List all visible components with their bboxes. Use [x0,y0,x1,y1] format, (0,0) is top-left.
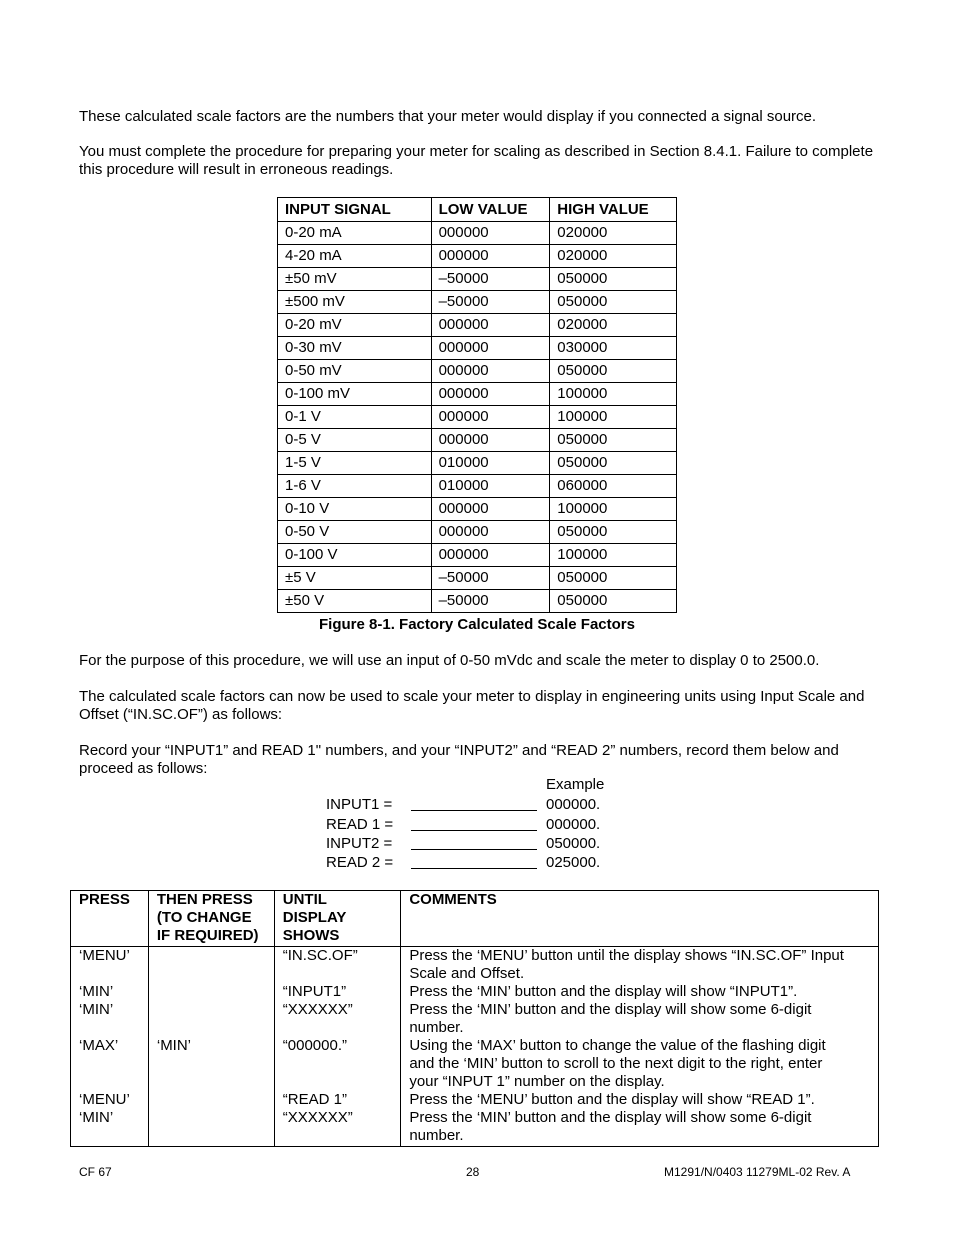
record-row-input1 [326,796,626,815]
header-line: IF REQUIRED) [156,927,259,944]
record-label: READ 2 = [326,854,394,871]
cell-input-signal: 0-50 V [278,521,432,544]
cell-high-value: 100000 [550,544,677,567]
cell-high-value: 100000 [550,498,677,521]
cell-high-value: 100000 [550,383,677,406]
cell-low-value: 000000 [431,544,550,567]
scale-offset-paragraph: The calculated scale factors can now be used to scale your meter to display in engineering units using Input Scale and Offset (“IN.SC.OF”) as follows: [79,688,865,723]
record-row-input2 [326,835,626,854]
cell-input-signal: 4-20 mA [278,245,432,268]
cell-input-signal: 0-100 mV [278,383,432,406]
press-step: ‘MIN’ [79,1001,114,1018]
cell-low-value: 000000 [431,406,550,429]
purpose-paragraph: For the purpose of this procedure, we will use an input of 0-50 mVdc and scale the meter to display 0 to 2500.0. [79,652,820,669]
table-row [278,383,677,406]
table-row [278,291,677,314]
record-example: 025000. [546,854,601,871]
procedure-steps-table [70,890,879,1147]
display-step: “XXXXXX” [282,1001,353,1018]
cell-high-value: 050000 [550,567,677,590]
table-header-row [278,198,677,222]
comment-line: Press the ‘MIN’ button and the display will show some 6-digit [409,1109,812,1126]
display-step: “READ 1” [282,1091,347,1108]
cell-low-value: 000000 [431,521,550,544]
cell-input-signal: 0-50 mV [278,360,432,383]
press-step: ‘MENU’ [79,1091,130,1108]
cell-high-value: 050000 [550,590,677,613]
comment-line: Press the ‘MENU’ button and the display will show “READ 1”. [409,1091,815,1108]
then-press-column [148,947,274,1147]
then-press-step: ‘MIN’ [156,1037,192,1054]
header-line: COMMENTS [409,891,497,908]
cell-high-value: 050000 [550,452,677,475]
steps-header-row [71,891,879,947]
comment-line: Press the ‘MENU’ button until the display shows “IN.SC.OF” Input [409,947,844,964]
cell-high-value: 020000 [550,314,677,337]
table-row [278,429,677,452]
cell-low-value: –50000 [431,590,550,613]
cell-low-value: 000000 [431,498,550,521]
record-form [326,776,626,876]
spacer [157,1001,266,1037]
cell-low-value: 000000 [431,222,550,245]
header-line: SHOWS [282,927,340,944]
record-row-read1 [326,816,626,835]
record-example: 000000. [546,816,601,833]
display-step: “INPUT1” [282,983,347,1000]
cell-high-value: 030000 [550,337,677,360]
cell-input-signal: 1-6 V [278,475,432,498]
cell-low-value: 000000 [431,337,550,360]
column-header-low-value: LOW VALUE [431,198,550,222]
cell-low-value: –50000 [431,291,550,314]
table-row [278,268,677,291]
column-header-then-press [148,891,274,947]
comments-column [401,947,879,1147]
cell-input-signal: ±5 V [278,567,432,590]
spacer [157,947,266,983]
header-line: UNTIL [282,891,327,908]
comment-line: number. [409,1019,464,1036]
display-step: “IN.SC.OF” [282,947,358,964]
cell-input-signal: 0-100 V [278,544,432,567]
figure-caption: Figure 8-1. Factory Calculated Scale Factors [319,616,635,633]
comment-line: number. [409,1127,464,1144]
record-row-read2 [326,854,626,873]
cell-input-signal: 1-5 V [278,452,432,475]
blank-entry-line[interactable] [411,810,537,811]
press-column [71,947,149,1147]
header-line: (TO CHANGE [156,909,252,926]
cell-input-signal: 0-30 mV [278,337,432,360]
column-header-until-display-shows [274,891,401,947]
cell-high-value: 050000 [550,360,677,383]
display-column [274,947,401,1147]
press-step: ‘MENU’ [79,947,130,964]
cell-low-value: 000000 [431,429,550,452]
blank-entry-line[interactable] [411,849,537,850]
comment-line: Press the ‘MIN’ button and the display will show some 6-digit [409,1001,812,1018]
table-row [278,452,677,475]
comment-line: Press the ‘MIN’ button and the display will show “INPUT1”. [409,983,798,1000]
comment-line: and the ‘MIN’ button to scroll to the next digit to the right, enter [409,1055,823,1072]
example-header: Example [546,776,605,793]
cell-high-value: 060000 [550,475,677,498]
table-row [278,245,677,268]
cell-low-value: 000000 [431,360,550,383]
table-row [278,544,677,567]
column-header-input-signal: INPUT SIGNAL [278,198,432,222]
scale-factors-body [278,222,677,613]
column-header-press [71,891,149,947]
table-row [278,475,677,498]
cell-high-value: 050000 [550,429,677,452]
cell-high-value: 050000 [550,268,677,291]
cell-input-signal: ±50 mV [278,268,432,291]
cell-low-value: –50000 [431,567,550,590]
cell-input-signal: 0-20 mV [278,314,432,337]
comment-line: Using the ‘MAX’ button to change the value of the flashing digit [409,1037,826,1054]
table-row [278,360,677,383]
table-row [278,314,677,337]
cell-low-value: 000000 [431,383,550,406]
record-instructions-paragraph: Record your “INPUT1” and READ 1" numbers, and your “INPUT2” and “READ 2” numbers, record them below and proceed as follows: [79,742,839,777]
press-step: ‘MAX’ [79,1037,119,1054]
footer-right: M1291/N/0403 11279ML-02 Rev. A [664,1165,851,1179]
blank-entry-line[interactable] [411,830,537,831]
header-line: DISPLAY [282,909,347,926]
record-label: READ 1 = [326,816,394,833]
cell-high-value: 020000 [550,222,677,245]
table-row [278,222,677,245]
comment-line: your “INPUT 1” number on the display. [409,1073,665,1090]
record-label: INPUT2 = [326,835,393,852]
cell-input-signal: ±500 mV [278,291,432,314]
page-number: 28 [466,1165,480,1179]
cell-high-value: 050000 [550,291,677,314]
cell-high-value: 020000 [550,245,677,268]
cell-low-value: 000000 [431,314,550,337]
table-row [278,337,677,360]
comment-line: Scale and Offset. [409,965,525,982]
cell-input-signal: 0-20 mA [278,222,432,245]
spacer [157,983,266,1001]
procedure-note-paragraph: You must complete the procedure for preparing your meter for scaling as described in Section 8.4.1. Failure to complete this procedure will result in erroneous readings. [79,143,874,178]
record-label: INPUT1 = [326,796,393,813]
cell-input-signal: 0-1 V [278,406,432,429]
press-step: ‘MIN’ [79,1109,114,1126]
header-line: PRESS [79,891,130,908]
cell-low-value: 010000 [431,475,550,498]
record-example: 000000. [546,796,601,813]
cell-low-value: 010000 [431,452,550,475]
cell-low-value: 000000 [431,245,550,268]
column-header-high-value: HIGH VALUE [550,198,677,222]
blank-entry-line[interactable] [411,868,537,869]
display-step: “000000.” [282,1037,347,1054]
cell-input-signal: 0-10 V [278,498,432,521]
table-row [278,498,677,521]
cell-low-value: –50000 [431,268,550,291]
footer-left: CF 67 [79,1165,112,1179]
display-step: “XXXXXX” [282,1109,353,1126]
scale-factors-table [277,197,677,613]
cell-high-value: 100000 [550,406,677,429]
intro-paragraph: These calculated scale factors are the numbers that your meter would display if you connected a signal source. [79,108,817,125]
column-header-comments [401,891,879,947]
table-row [278,406,677,429]
table-row [278,521,677,544]
record-example: 050000. [546,835,601,852]
header-line: THEN PRESS [156,891,253,908]
press-step: ‘MIN’ [79,983,114,1000]
cell-high-value: 050000 [550,521,677,544]
table-row [278,590,677,613]
steps-body-row [71,947,879,1147]
cell-input-signal: ±50 V [278,590,432,613]
cell-input-signal: 0-5 V [278,429,432,452]
table-row [278,567,677,590]
